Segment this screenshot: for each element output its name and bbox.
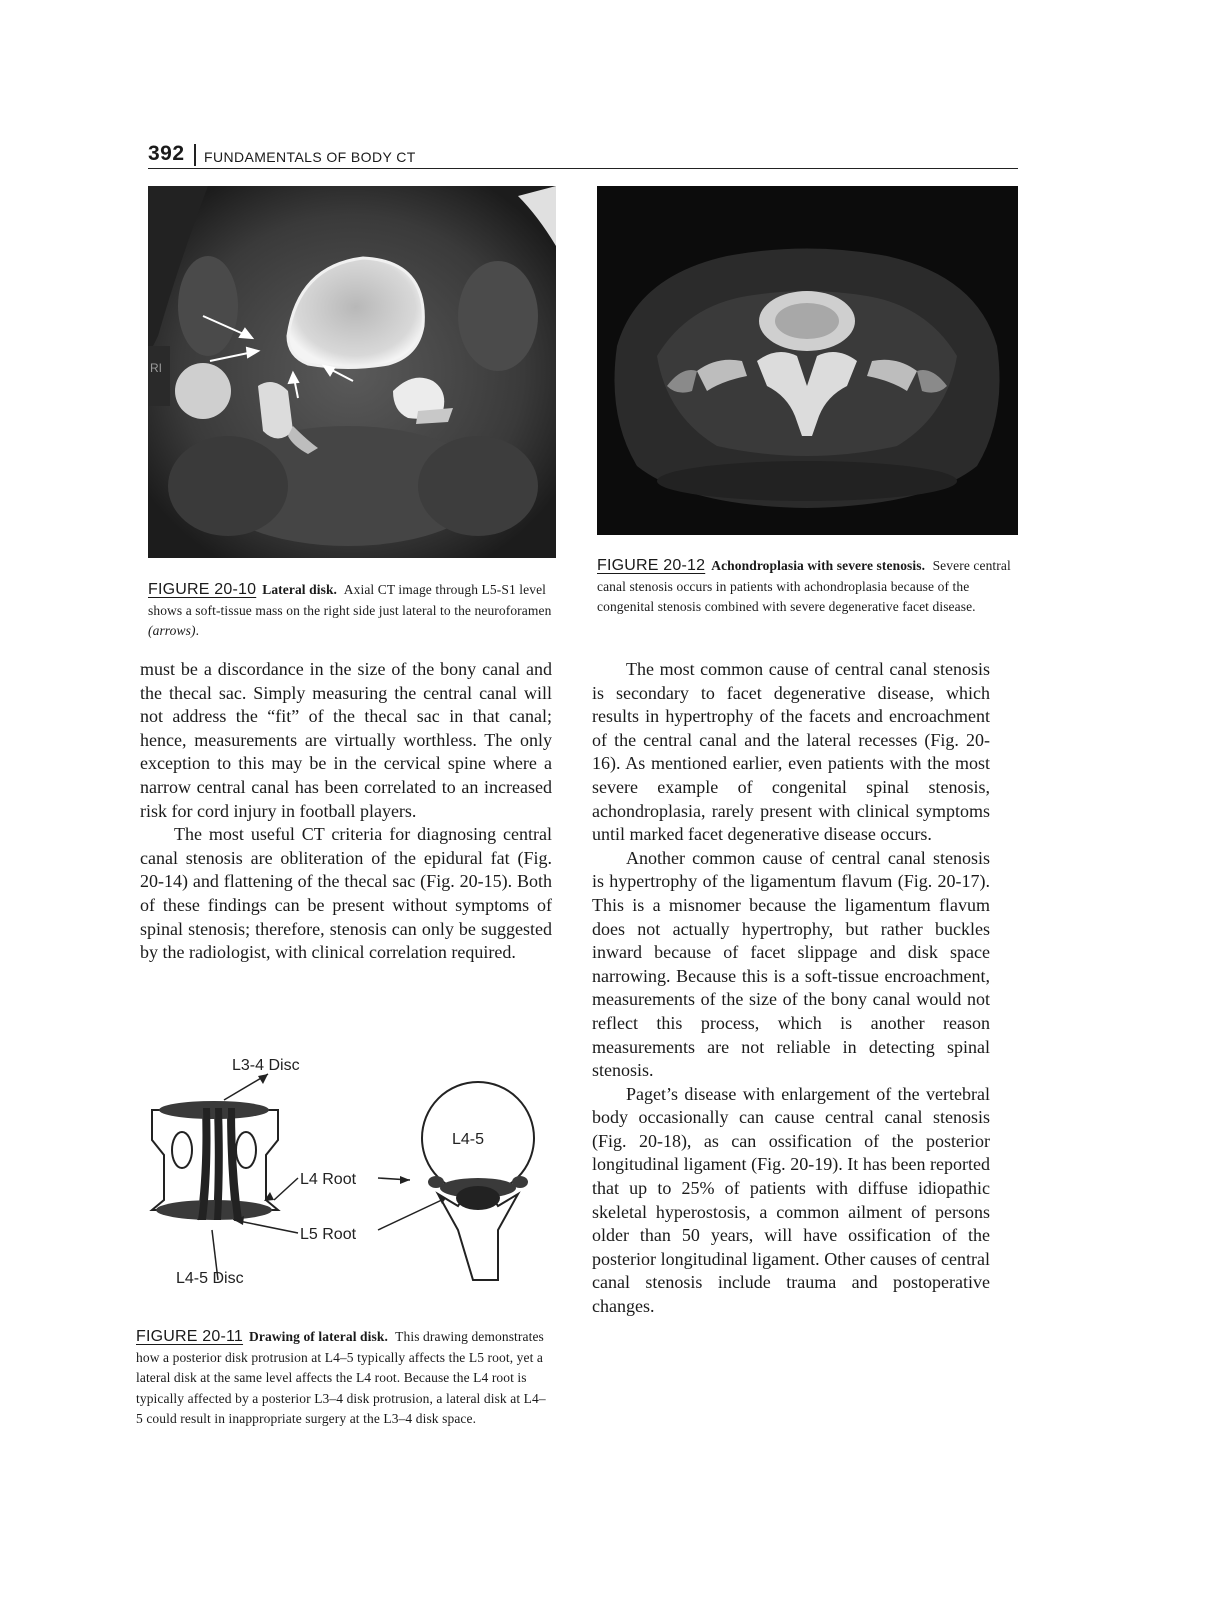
paragraph: The most useful CT criteria for diagnosing central canal stenosis are obliteration of the epidural fat (Fig. 20-14) and flattening of the thecal sac (Fig. 20-15). Both of these findings can be present without symptoms of spinal stenosis; therefore, stenosis can only be suggested by the radiologist, with clinical correlation required. — [140, 824, 552, 963]
caption-text: This drawing demonstrates how a posterior disk protrusion at L4–5 typically affects the L5 root, yet a lateral disk at the same level affects the L4 root. Because the L4 root is typically affected by a posterior L3–4 disk protrusion, a lateral disk at L4–5 could result in inappropriate surgery at the L3–4 disk space. — [136, 1329, 546, 1426]
figure-20-12-caption — [597, 556, 1017, 618]
running-head-title: FUNDAMENTALS OF BODY CT — [204, 149, 416, 165]
header-separator — [194, 144, 196, 166]
ct-side-label: RI — [150, 361, 162, 375]
running-header — [148, 140, 1018, 169]
right-column — [592, 658, 990, 1319]
caption-text: Severe central canal stenosis occurs in patients with achondroplasia because of the congenital stenosis combined with severe degenerative facet disease. — [597, 558, 1011, 614]
figure-20-10-caption — [148, 580, 558, 642]
figure-label: FIGURE 20-10 — [148, 581, 257, 598]
figure-20-10-image — [148, 186, 556, 558]
paragraph: must be a discordance in the size of the bony canal and the thecal sac. Simply measuring the central canal will not address the “fit” of the thecal sac in that canal; hence, measurements are virtually worthless. The only exception to this may be in the cervical spine where a narrow central canal has been correlated to an increased risk for cord injury in football players. — [140, 659, 552, 821]
figure-20-11-caption — [136, 1327, 546, 1430]
paragraph: Paget’s disease with enlargement of the vertebral body occasionally can cause central canal stenosis (Fig. 20-18), as can ossification of the posterior longitudinal ligament (Fig. 20-19). It has been reported that up to 25% of patients with diffuse idiopathic skeletal hyperostosis, a common ailment of persons older than 50 years, will have ossification of the posterior longitudinal ligament. Other causes of central canal stenosis include trauma and postoperative changes. — [592, 1083, 990, 1317]
label-l34-disc: L3-4 Disc — [232, 1057, 300, 1074]
caption-italic: (arrows) — [148, 623, 196, 638]
figure-title: Lateral disk. — [262, 582, 338, 597]
caption-text: Axial CT image through L5-S1 level shows a soft-tissue mass on the right side just lateral to the neuroforamen — [148, 582, 552, 618]
paragraph: Another common cause of central canal stenosis is hypertrophy of the ligamentum flavum (Fig. 20-17). This is a misnomer because the ligamentum flavum does not actually hypertrophy, but rather buckles inward because of facet slippage and disk space narrowing. Because this is a soft-tissue encroachment, measurements of the size of the bony canal would not reflect this process, which is another reason measurements are not reliable in detecting spinal stenosis. — [592, 847, 990, 1081]
figure-title: Achondroplasia with severe stenosis. — [711, 558, 926, 573]
left-column — [140, 658, 552, 965]
figure-20-11-diagram — [148, 1057, 568, 1320]
figure-title: Drawing of lateral disk. — [249, 1329, 388, 1344]
label-l4-root: L4 Root — [300, 1171, 357, 1188]
label-l5-root: L5 Root — [300, 1226, 357, 1243]
label-l45-disc: L4-5 Disc — [176, 1270, 244, 1287]
figure-label: FIGURE 20-11 — [136, 1328, 244, 1345]
label-l45-body: L4-5 — [452, 1131, 485, 1148]
caption-tail: . — [195, 623, 200, 638]
figure-20-12-image — [597, 186, 1018, 535]
figure-label: FIGURE 20-12 — [597, 557, 706, 574]
page-number: 392 — [148, 142, 185, 165]
paragraph: The most common cause of central canal stenosis is secondary to facet degenerative disease, which results in hypertrophy of the facets and encroachment of the central canal and the lateral recesses (Fig. 20-16). As mentioned earlier, even patients with the most severe example of congenital spinal stenosis, achondroplasia, rarely present with clinical symptoms until marked facet degenerative disease occurs. — [592, 659, 990, 845]
